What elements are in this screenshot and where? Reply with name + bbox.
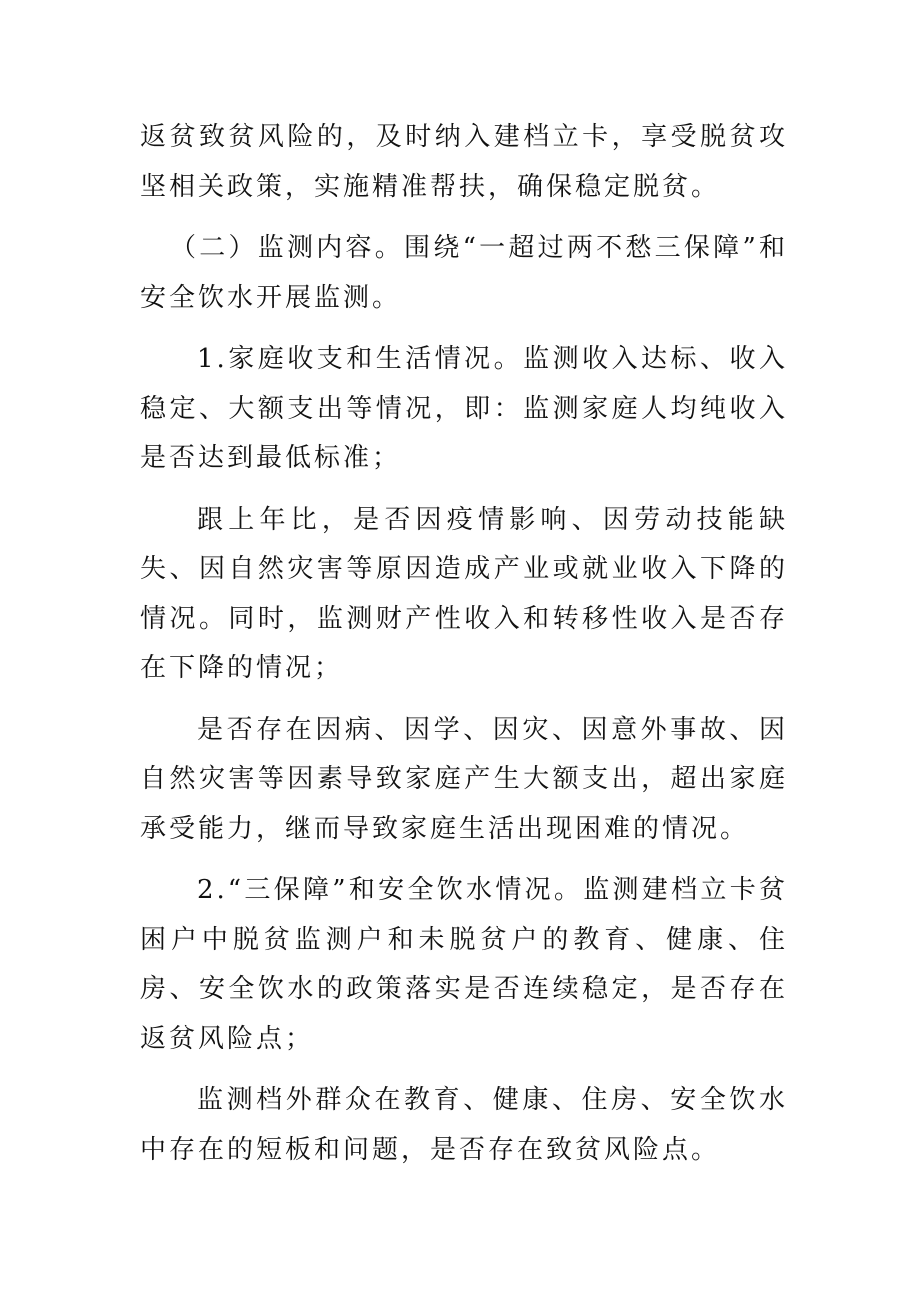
document-body [140, 113, 788, 1187]
paragraph-large-expenditure: 是否存在因病、因学、因灾、因意外事故、因自然灾害等因素导致家庭产生大额支出，超出家庭承受能力，继而导致家庭生活出现困难的情况。 [140, 714, 788, 844]
section-heading-monitoring-content: （二）监测内容。围绕“一超过两不愁三保障”和安全饮水开展监测。 [140, 233, 788, 313]
paragraph-continuation: 返贫致贫风险的，及时纳入建档立卡，享受脱贫攻坚相关政策，实施精准帮扶，确保稳定脱贫。 [140, 122, 788, 202]
item-three-guarantees-water: 2.“三保障”和安全饮水情况。监测建档立卡贫困户中脱贫监测户和未脱贫户的教育、健康、住房、安全饮水的政策落实是否连续稳定，是否存在返贫风险点； [140, 875, 788, 1054]
paragraph-income-decline: 跟上年比，是否因疫情影响、因劳动技能缺失、因自然灾害等原因造成产业或就业收入下降的情况。同时，监测财产性收入和转移性收入是否存在下降的情况； [140, 504, 788, 683]
item-household-income-living: 1.家庭收支和生活情况。监测收入达标、收入稳定、大额支出等情况，即：监测家庭人均纯收入是否达到最低标准； [140, 344, 788, 473]
paragraph-outside-file-masses: 监测档外群众在教育、健康、住房、安全饮水中存在的短板和问题，是否存在致贫风险点。 [140, 1085, 788, 1165]
